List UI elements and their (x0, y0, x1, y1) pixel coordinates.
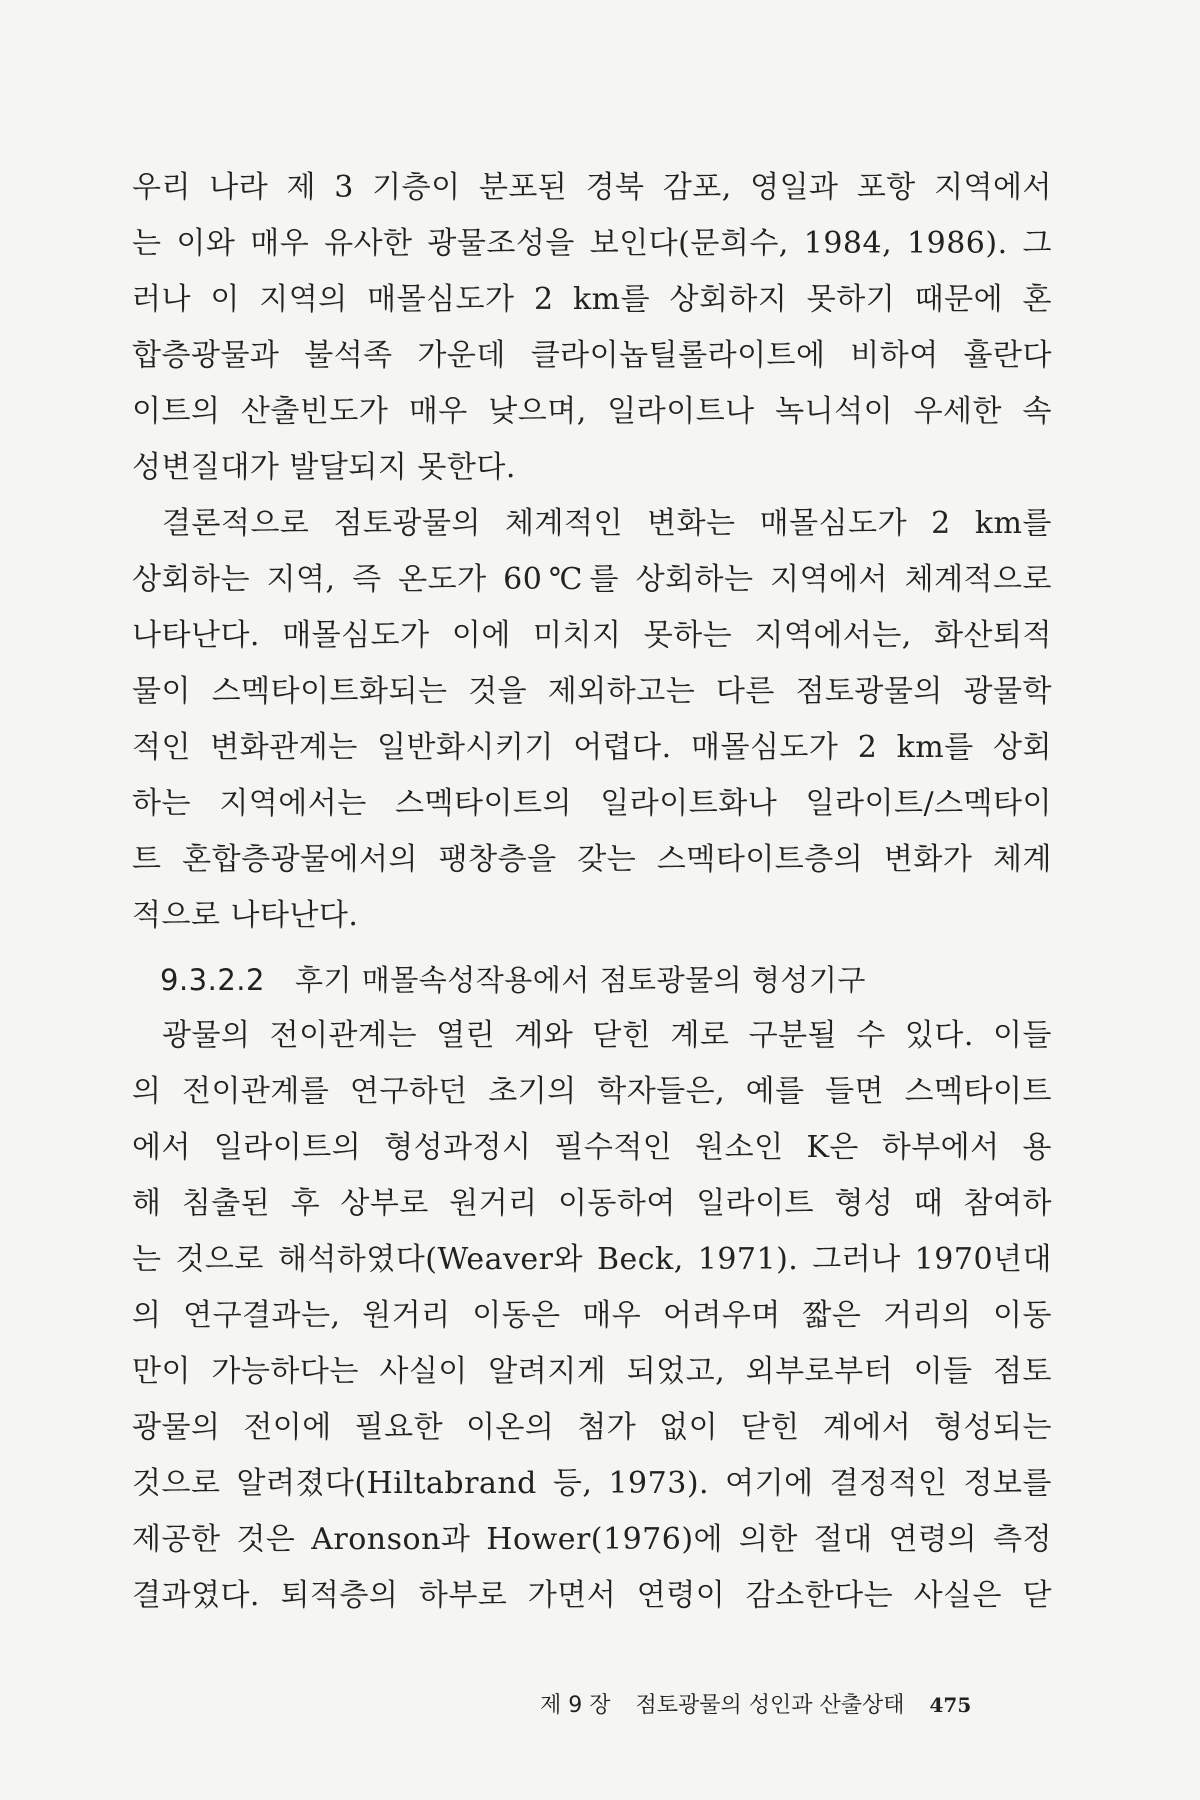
text-line: 것으로 알려졌다(Hiltabrand 등, 1973). 여기에 결정적인 정보를 (132, 1466, 1052, 1501)
page-number: 475 (929, 1693, 972, 1717)
chapter-label: 제 9 장 (540, 1693, 611, 1718)
text-line: 적으로 나타난다. (132, 898, 359, 933)
text-line: 의 전이관계를 연구하던 초기의 학자들은, 예를 들면 스멕타이트 (132, 1074, 1052, 1109)
text-line: 해 침출된 후 상부로 원거리 이동하여 일라이트 형성 때 참여하 (132, 1186, 1052, 1221)
text-line: 물이 스멕타이트화되는 것을 제외하고는 다른 점토광물의 광물학 (132, 674, 1052, 709)
text-line: 상회하는 지역, 즉 온도가 60℃를 상회하는 지역에서 체계적으로 (132, 562, 1052, 597)
text-line: 우리 나라 제 3 기층이 분포된 경북 감포, 영일과 포항 지역에서 (132, 170, 1052, 205)
text-line: 광물의 전이관계는 열린 계와 닫힌 계로 구분될 수 있다. 이들 (162, 1018, 1052, 1053)
text-line: 트 혼합층광물에서의 팽창층을 갖는 스멕타이트층의 변화가 체계 (132, 842, 1052, 877)
text-line: 의 연구결과는, 원거리 이동은 매우 어려우며 짧은 거리의 이동 (132, 1298, 1052, 1333)
text-line: 나타난다. 매몰심도가 이에 미치지 못하는 지역에서는, 화산퇴적 (132, 618, 1052, 653)
text-line: 는 것으로 해석하였다(Weaver와 Beck, 1971). 그러나 1970년대 (132, 1242, 1052, 1277)
text-line: 적인 변화관계는 일반화시키기 어렵다. 매몰심도가 2 km를 상회 (132, 730, 1052, 765)
section-heading (160, 952, 866, 1008)
text-line: 는 이와 매우 유사한 광물조성을 보인다(문희수, 1984, 1986). 그 (132, 226, 1052, 261)
section-number: 9.3.2.2 (160, 963, 265, 997)
text-line: 에서 일라이트의 형성과정시 필수적인 원소인 K은 하부에서 용 (132, 1130, 1052, 1165)
text-line: 제공한 것은 Aronson과 Hower(1976)에 의한 절대 연령의 측정 (132, 1522, 1052, 1557)
running-footer (540, 1688, 971, 1719)
text-line: 성변질대가 발달되지 못한다. (132, 450, 516, 485)
chapter-title: 점토광물의 성인과 산출상태 (635, 1693, 905, 1718)
text-line: 러나 이 지역의 매몰심도가 2 km를 상회하지 못하기 때문에 혼 (132, 282, 1052, 317)
text-line: 광물의 전이에 필요한 이온의 첨가 없이 닫힌 계에서 형성되는 (132, 1410, 1052, 1445)
text-line: 이트의 산출빈도가 매우 낮으며, 일라이트나 녹니석이 우세한 속 (132, 394, 1052, 429)
text-line: 합층광물과 불석족 가운데 클라이놉틸롤라이트에 비하여 휼란다 (132, 338, 1052, 373)
text-line: 결론적으로 점토광물의 체계적인 변화는 매몰심도가 2 km를 (162, 506, 1052, 541)
text-line: 결과였다. 퇴적층의 하부로 가면서 연령이 감소한다는 사실은 닫 (132, 1578, 1052, 1613)
text-line: 만이 가능하다는 사실이 알려지게 되었고, 외부로부터 이들 점토 (132, 1354, 1052, 1389)
section-title: 후기 매몰속성작용에서 점토광물의 형성기구 (294, 963, 866, 997)
text-line: 하는 지역에서는 스멕타이트의 일라이트화나 일라이트/스멕타이 (132, 786, 1052, 821)
